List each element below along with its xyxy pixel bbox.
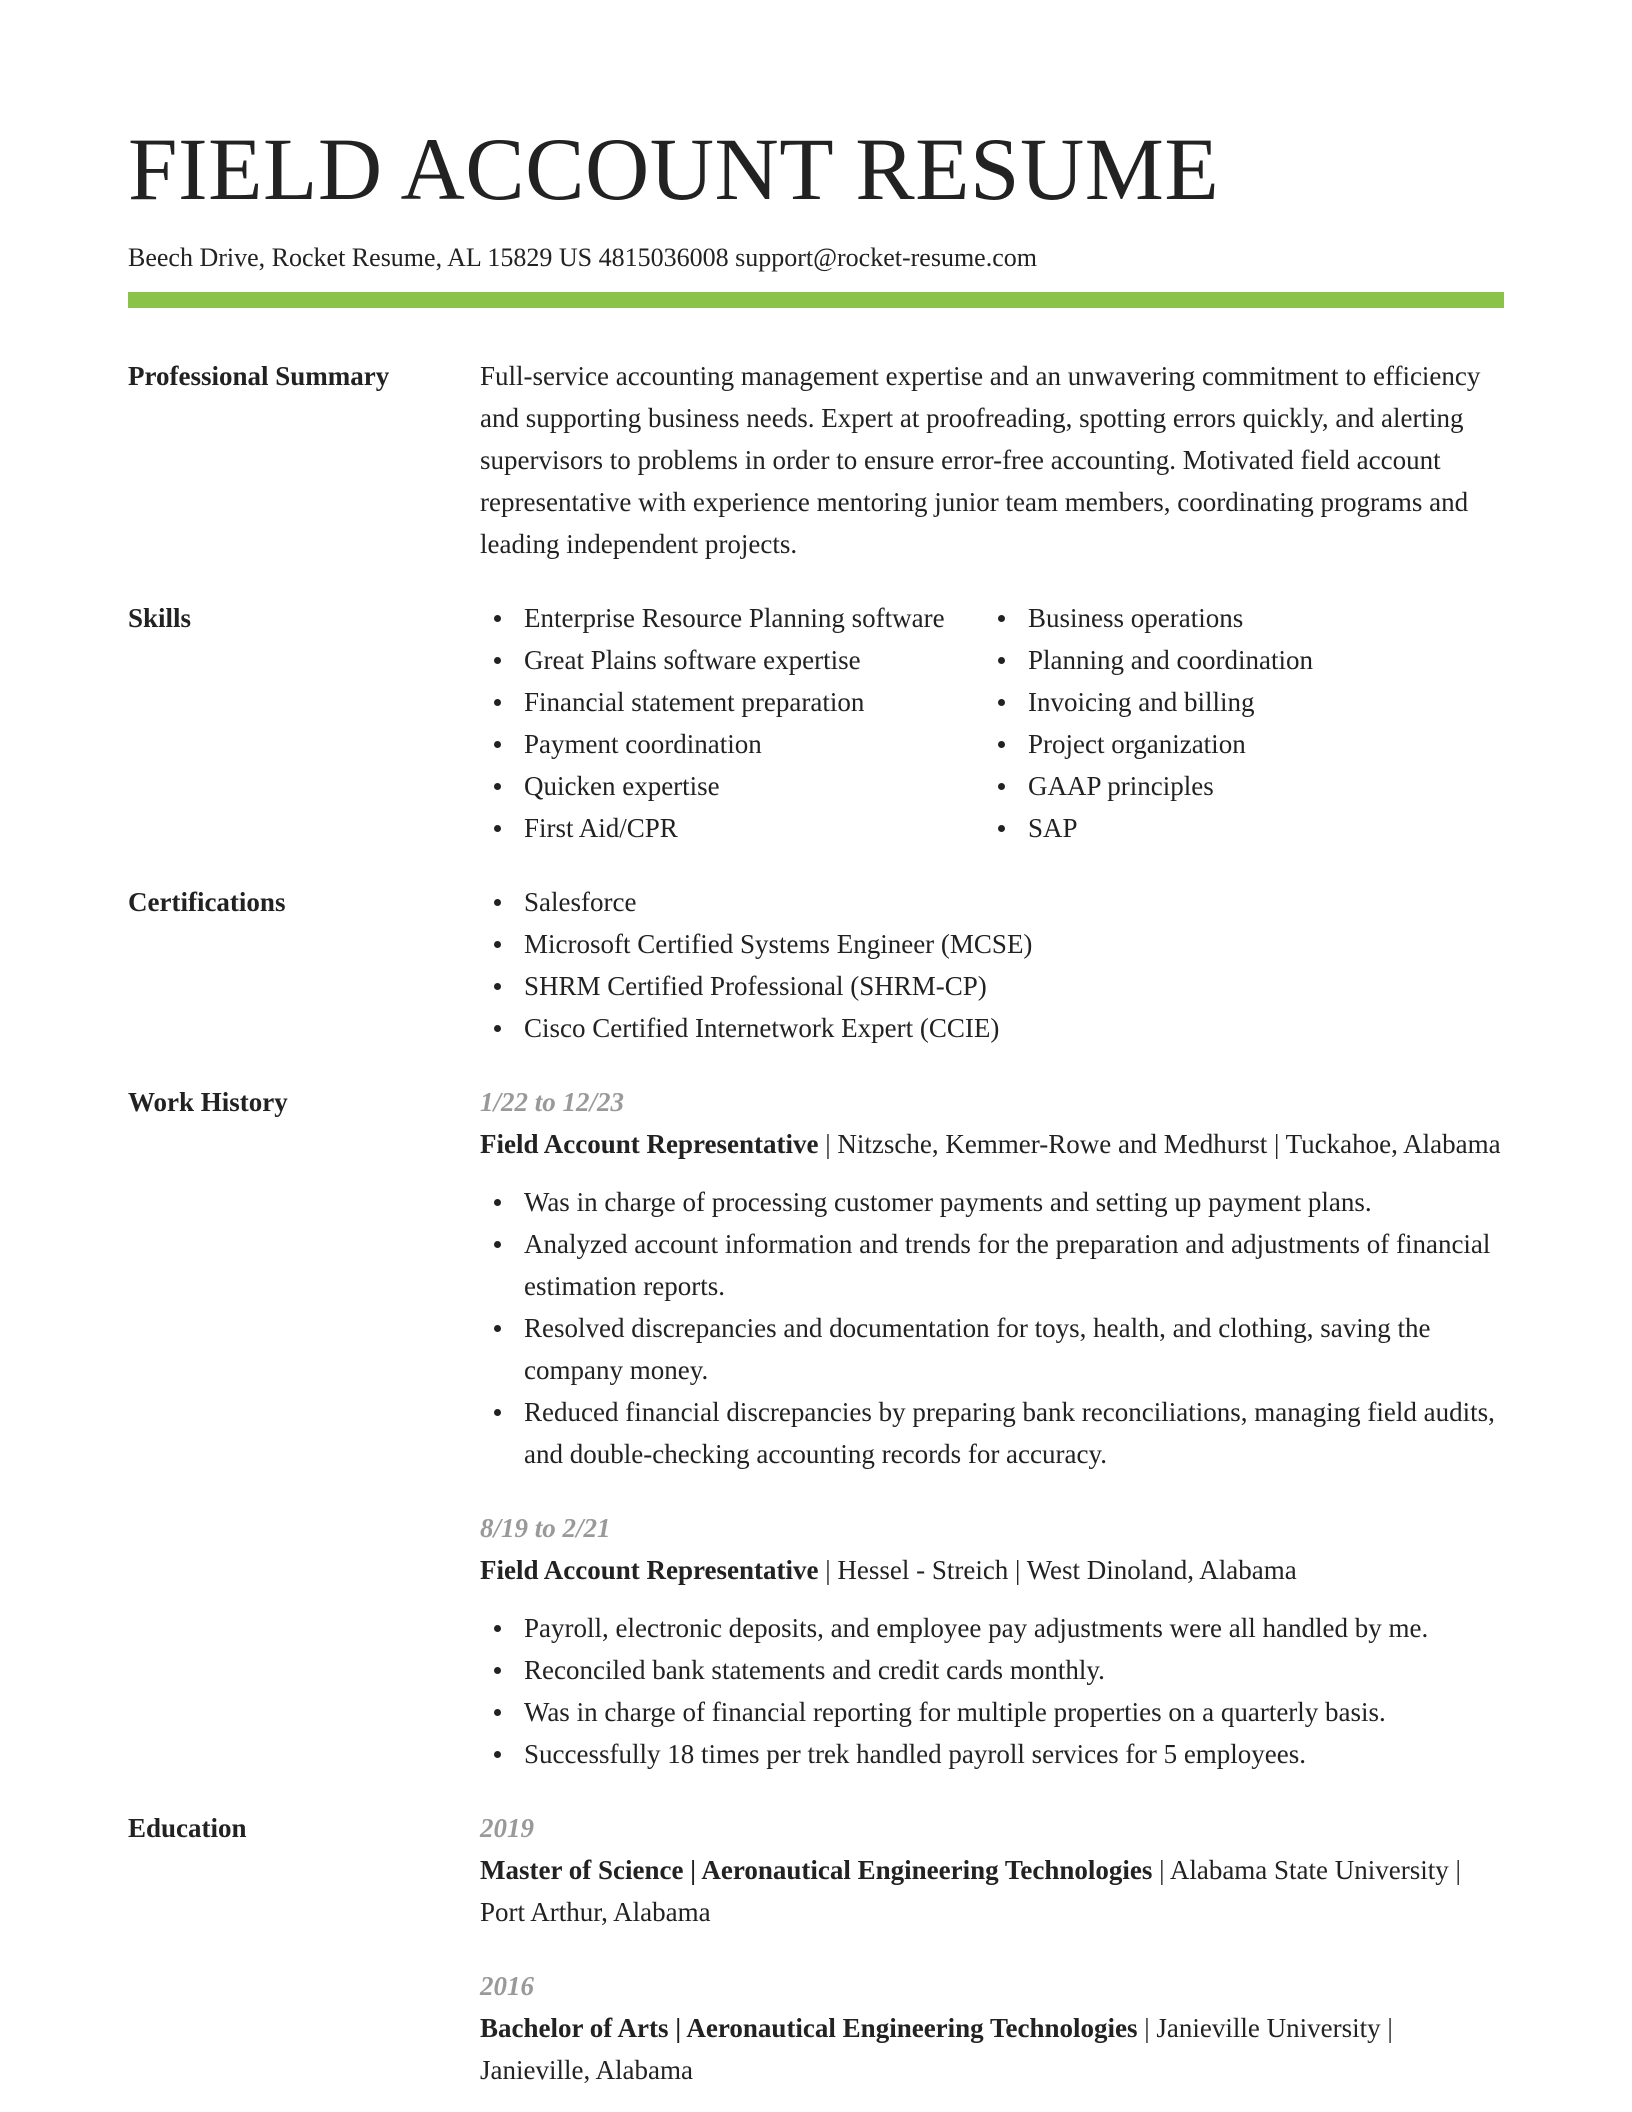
skills-content	[480, 597, 1504, 849]
job-entry	[480, 1507, 1504, 1775]
certifications-label: Certifications	[128, 887, 286, 917]
education-heading	[480, 1849, 1504, 1933]
job-details: | Nitzsche, Kemmer-Rowe and Medhurst | Tuckahoe, Alabama	[818, 1129, 1501, 1159]
education-details: | Janieville University | Janieville, Alabama	[480, 2013, 1393, 2085]
skills-section	[128, 597, 1504, 849]
certification-item: Cisco Certified Internetwork Expert (CCIE)	[480, 1007, 1504, 1049]
certifications-content	[480, 881, 1504, 1049]
education-entry	[480, 1807, 1504, 1933]
skills-label: Skills	[128, 603, 192, 633]
job-title: Field Account Representative	[480, 1555, 819, 1585]
contact-phone: 4815036008	[598, 243, 729, 272]
skill-item: First Aid/CPR	[480, 807, 984, 849]
certification-item: SHRM Certified Professional (SHRM-CP)	[480, 965, 1504, 1007]
summary-section	[128, 355, 1504, 565]
job-dates: 1/22 to 12/23	[480, 1087, 625, 1117]
skill-item: Enterprise Resource Planning software	[480, 597, 984, 639]
skill-item: Great Plains software expertise	[480, 639, 984, 681]
header-divider	[128, 292, 1504, 308]
job-bullet: Payroll, electronic deposits, and employee pay adjustments were all handled by me.	[480, 1607, 1504, 1649]
education-content	[480, 1807, 1504, 2091]
skills-column-1	[480, 597, 984, 849]
job-entry	[480, 1081, 1504, 1475]
education-section	[128, 1807, 1504, 2091]
certifications-section	[128, 881, 1504, 1049]
education-degree: Bachelor of Arts | Aeronautical Engineering Technologies	[480, 2013, 1138, 2043]
job-bullet: Resolved discrepancies and documentation for toys, health, and clothing, saving the company money.	[480, 1307, 1504, 1391]
job-dates: 8/19 to 2/21	[480, 1513, 611, 1543]
skill-item: Quicken expertise	[480, 765, 984, 807]
skill-item: Planning and coordination	[984, 639, 1484, 681]
job-bullet: Analyzed account information and trends for the preparation and adjustments of financial estimation reports.	[480, 1223, 1504, 1307]
job-bullet: Reduced financial discrepancies by preparing bank reconciliations, managing field audits, and double-checking accounting records for accuracy.	[480, 1391, 1504, 1475]
certification-item: Salesforce	[480, 881, 1504, 923]
skills-column-2	[984, 597, 1484, 849]
skill-item: Invoicing and billing	[984, 681, 1484, 723]
summary-content	[480, 355, 1504, 565]
work-history-section	[128, 1081, 1504, 1775]
job-heading	[480, 1549, 1504, 1591]
education-degree: Master of Science | Aeronautical Engineering Technologies	[480, 1855, 1153, 1885]
education-entry	[480, 1965, 1504, 2091]
education-year: 2019	[480, 1813, 534, 1843]
job-heading	[480, 1123, 1504, 1165]
certifications-list	[480, 881, 1504, 1049]
summary-label: Professional Summary	[128, 361, 390, 391]
work-history-content	[480, 1081, 1504, 1775]
job-title: Field Account Representative	[480, 1129, 819, 1159]
job-details: | Hessel - Streich | West Dinoland, Alabama	[818, 1555, 1297, 1585]
resume-page	[128, 0, 1504, 2091]
contact-email: support@rocket-resume.com	[735, 243, 1037, 272]
education-details: | Alabama State University | Port Arthur, Alabama	[480, 1855, 1461, 1927]
contact-line	[128, 242, 1504, 274]
skill-item: GAAP principles	[984, 765, 1484, 807]
summary-text: Full-service accounting management expertise and an unwavering commitment to efficiency and supporting business needs. Expert at proofreading, spotting errors quickly, and alerting supervisors to problems in order to ensure error-free accounting. Motivated field account representative with experience mentoring junior team members, coordinating programs and leading independent projects.	[480, 361, 1481, 559]
education-year: 2016	[480, 1971, 534, 2001]
work-history-label: Work History	[128, 1087, 288, 1117]
contact-address: Beech Drive, Rocket Resume, AL 15829 US	[128, 243, 593, 272]
job-bullet: Successfully 18 times per trek handled payroll services for 5 employees.	[480, 1733, 1504, 1775]
education-label: Education	[128, 1813, 247, 1843]
skill-item: SAP	[984, 807, 1484, 849]
job-bullets	[480, 1607, 1504, 1775]
resume-title: FIELD ACCOUNT RESUME	[128, 121, 1220, 219]
job-bullet: Reconciled bank statements and credit cards monthly.	[480, 1649, 1504, 1691]
job-bullets	[480, 1181, 1504, 1475]
education-heading	[480, 2007, 1504, 2091]
skill-item: Business operations	[984, 597, 1484, 639]
job-bullet: Was in charge of financial reporting for multiple properties on a quarterly basis.	[480, 1691, 1504, 1733]
certification-item: Microsoft Certified Systems Engineer (MCSE)	[480, 923, 1504, 965]
job-bullet: Was in charge of processing customer payments and setting up payment plans.	[480, 1181, 1504, 1223]
skill-item: Payment coordination	[480, 723, 984, 765]
skills-grid	[480, 597, 1504, 849]
skill-item: Project organization	[984, 723, 1484, 765]
skill-item: Financial statement preparation	[480, 681, 984, 723]
